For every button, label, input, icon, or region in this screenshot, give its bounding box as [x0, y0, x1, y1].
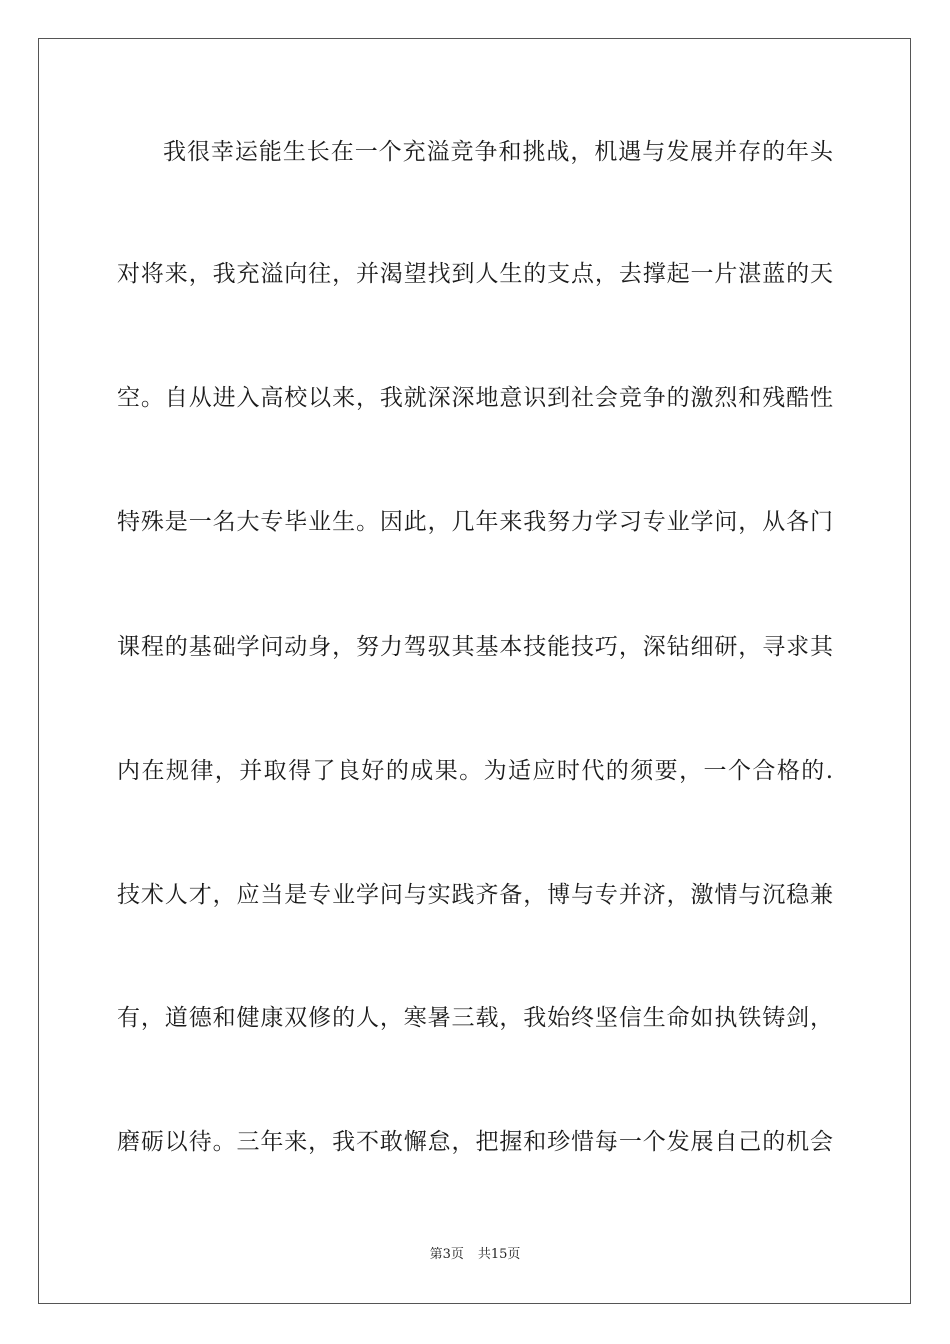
paragraph-line: 对将来，我充溢向往，并渴望找到人生的支点，去撑起一片湛蓝的天: [117, 261, 833, 287]
page-footer: [0, 1246, 950, 1264]
paragraph-line: 课程的基础学问动身，努力驾驭其基本技能技巧，深钻细研，寻求其: [117, 634, 833, 660]
paragraph-line: 特殊是一名大专毕业生。因此，几年来我努力学习专业学问，从各门: [117, 509, 833, 535]
page-number-current: 第3页: [429, 1247, 464, 1262]
paragraph-line: 磨砺以待。三年来，我不敢懈怠，把握和珍惜每一个发展自己的机会: [117, 1129, 833, 1155]
paragraph-line: 我很幸运能生长在一个充溢竞争和挑战，机遇与发展并存的年头: [163, 139, 833, 165]
page-border: [38, 38, 911, 1304]
page-number-total: 共15页: [477, 1247, 521, 1262]
paragraph-line: 内在规律，并取得了良好的成果。为适应时代的须要，一个合格的.: [117, 758, 833, 784]
paragraph-line: 有，道德和健康双修的人，寒暑三载，我始终坚信生命如执铁铸剑，: [117, 1005, 833, 1031]
paragraph-line: 技术人才，应当是专业学问与实践齐备，博与专并济，激情与沉稳兼: [117, 882, 833, 908]
paragraph-line: 空。自从进入高校以来，我就深深地意识到社会竞争的激烈和残酷性: [117, 385, 833, 411]
